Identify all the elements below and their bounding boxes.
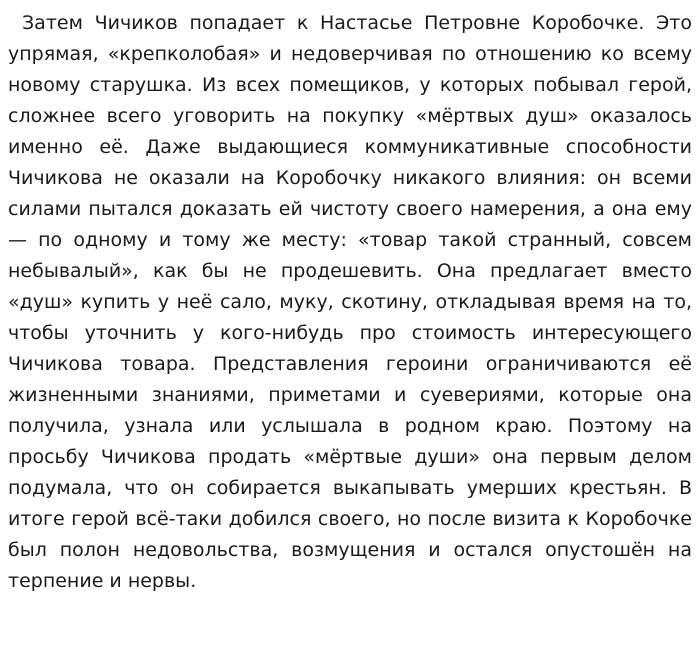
document-page: [8, 8, 692, 597]
body-paragraph: Затем Чичиков попадает к Настасье Петровне Коробочке. Это упрямая, «крепколобая» и недоверчивая по отношению ко всему новому старушка. Из всех помещиков, у которых побывал герой, сложнее всего уговорить на покупку «мёртвых душ» оказалось именно её. Даже выдающиеся коммуникативные способности Чичикова не оказали на Коробочку никакого влияния: он всеми силами пытался доказать ей чистоту своего намерения, а она ему — по одному и тому же месту: «товар такой странный, совсем небывалый», как бы не продешевить. Она предлагает вместо «душ» купить у неё сало, муку, скотину, откладывая время на то, чтобы уточнить у кого-нибудь про стоимость интересующего Чичикова товара. Представления героини ограничиваются её жизненными знаниями, приметами и суевериями, которые она получила, узнала или услышала в родном краю. Поэтому на просьбу Чичикова продать «мёртвые души» она первым делом подумала, что он собирается выкапывать умерших крестьян. В итоге герой всё-таки добился своего, но после визита к Коробочке был полон недовольства, возмущения и остался опустошён на терпение и нервы.: [8, 12, 692, 592]
